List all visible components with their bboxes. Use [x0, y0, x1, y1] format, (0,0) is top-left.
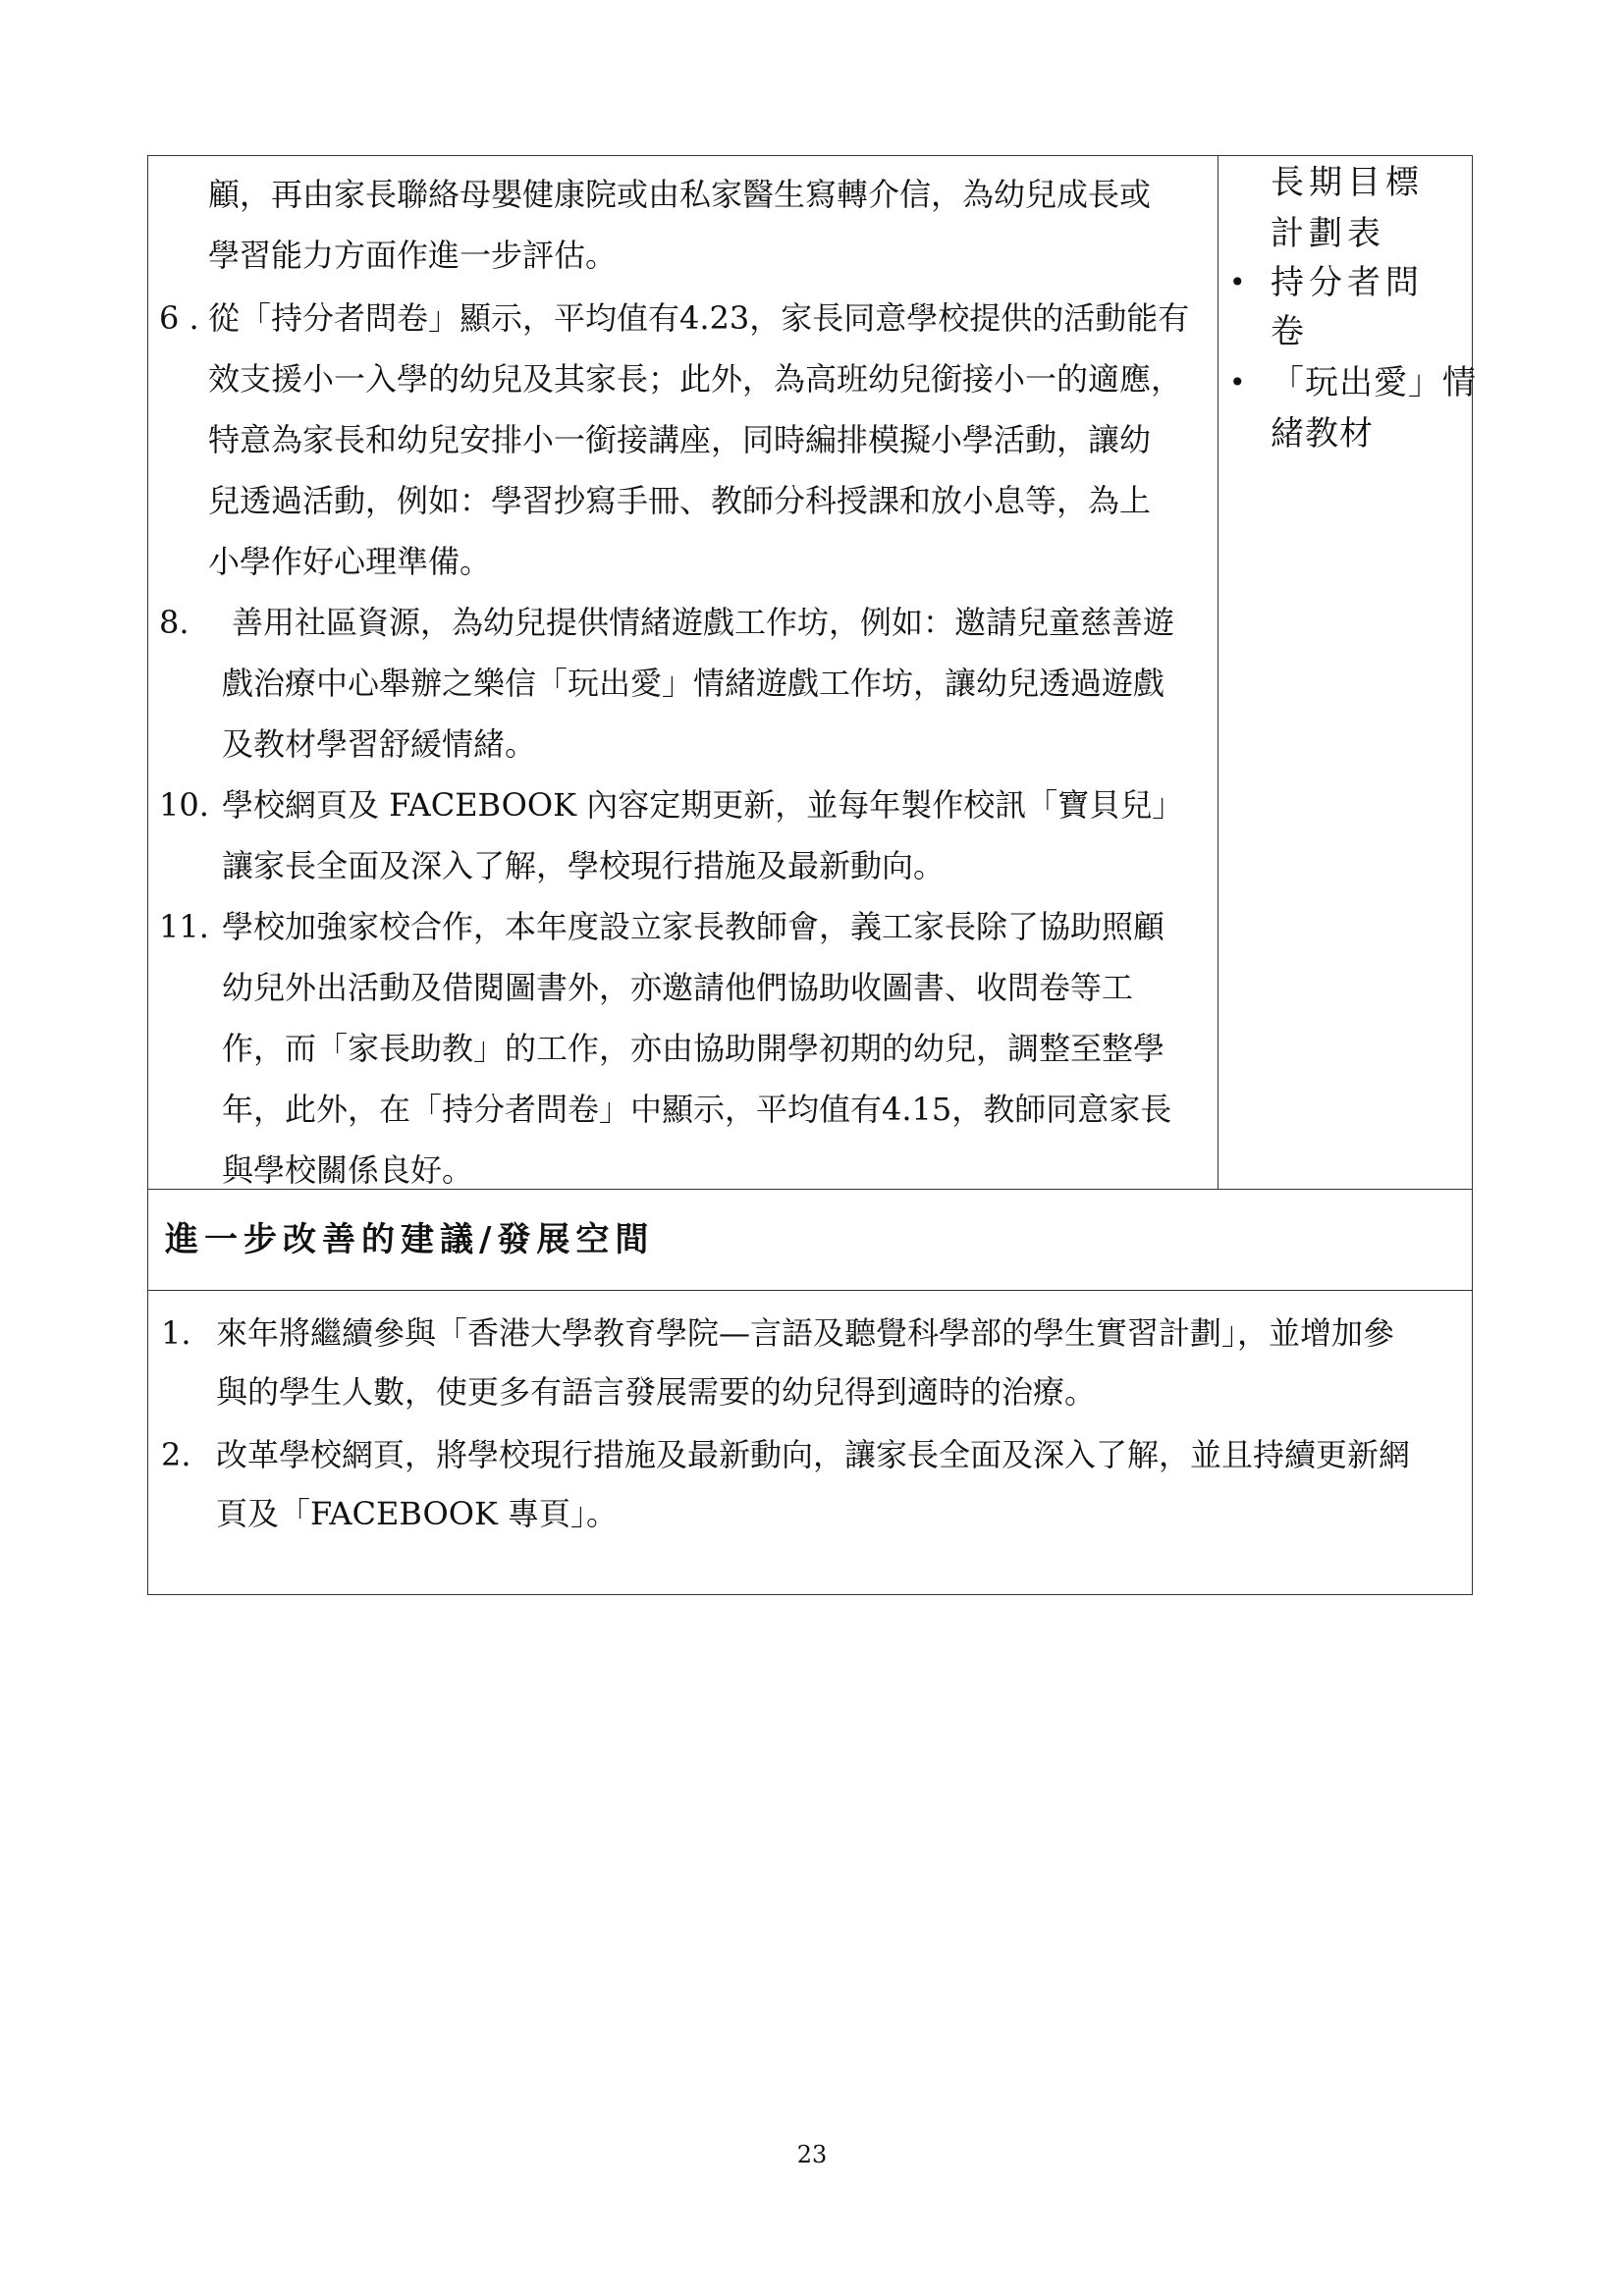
bullet-icon: • [1229, 366, 1246, 399]
item-line: 特意為家長和幼兒安排小一銜接講座，同時編排模擬小學活動，讓幼 [208, 421, 1152, 458]
item-line: 善用社區資源，為幼兒提供情緒遊戲工作坊，例如：邀請兒童慈善遊 [232, 604, 1175, 641]
item-number: 10. [159, 786, 209, 824]
item-line: 小學作好心理準備。 [208, 543, 492, 580]
improvement-number: 2. [161, 1436, 191, 1473]
item-line: 作，而「家長助教」的工作，亦由協助開學初期的幼兒，調整至整學 [222, 1030, 1165, 1067]
item-line: 兒透過活動，例如：學習抄寫手冊、教師分科授課和放小息等，為上 [208, 482, 1152, 519]
right-continued-line: 計劃表 [1271, 214, 1385, 253]
item-line: 戲治療中心舉辦之樂信「玩出愛」情緒遊戲工作坊，讓幼兒透過遊戲 [222, 665, 1165, 702]
improvement-number: 1. [161, 1314, 191, 1352]
right-bullet-line: 持分者問 [1271, 263, 1424, 302]
item-line: 讓家長全面及深入了解，學校現行措施及最新動向。 [222, 847, 946, 884]
right-bullet-line: 卷 [1271, 312, 1309, 351]
bullet-icon: • [1229, 266, 1246, 298]
right-bullet-line: 「玩出愛」情 [1271, 363, 1477, 402]
item-line: 學校網頁及 FACEBOOK 內容定期更新，並每年製作校訊「寶貝兒」 [222, 786, 1184, 824]
improvement-heading: 進一步改善的建議/發展空間 [165, 1220, 655, 1259]
item-line: 年，此外，在「持分者問卷」中顯示，平均值有4.15，教師同意家長 [222, 1091, 1172, 1128]
improvement-line: 來年將繼續參與「香港大學教育學院—言語及聽覺科學部的學生實習計劃」，並增加參 [216, 1314, 1395, 1352]
intro-line: 顧，再由家長聯絡母嬰健康院或由私家醫生寫轉介信，為幼兒成長或 [208, 176, 1152, 213]
item-line: 從「持分者問卷」顯示，平均值有4.23，家長同意學校提供的活動能有 [208, 299, 1190, 337]
improvement-line: 與的學生人數，使更多有語言發展需要的幼兒得到適時的治療。 [216, 1373, 1097, 1411]
right-continued-line: 長期目標 [1271, 163, 1424, 202]
item-line: 及教材學習舒緩情緒。 [222, 725, 537, 763]
item-line: 與學校關係良好。 [222, 1151, 474, 1189]
page-number: 23 [796, 2141, 828, 2168]
item-line: 效支援小一入學的幼兒及其家長；此外，為高班幼兒銜接小一的適應， [208, 360, 1183, 398]
item-number: 11. [159, 908, 209, 945]
item-number: 6 . [159, 299, 199, 337]
right-bullet-line: 緒教材 [1271, 414, 1374, 454]
intro-line: 學習能力方面作進一步評估。 [208, 237, 618, 274]
item-number: 8. [159, 604, 189, 641]
item-line: 學校加強家校合作，本年度設立家長教師會，義工家長除了協助照顧 [222, 908, 1165, 945]
improvement-line: 頁及「FACEBOOK 專頁」。 [216, 1495, 619, 1532]
item-line: 幼兒外出活動及借閱圖書外，亦邀請他們協助收圖書、收問卷等工 [222, 969, 1134, 1006]
improvement-line: 改革學校網頁，將學校現行措施及最新動向，讓家長全面及深入了解，並且持續更新網 [216, 1436, 1411, 1473]
